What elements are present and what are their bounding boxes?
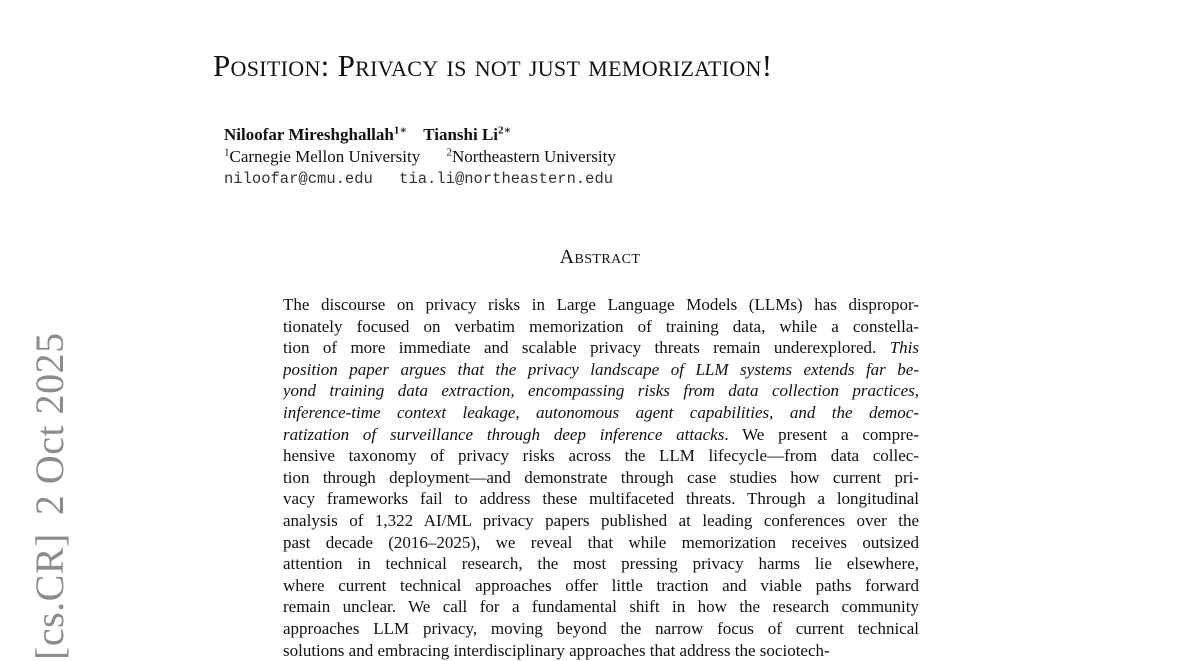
abstract-line bbox=[283, 640, 919, 661]
abstract-line bbox=[283, 445, 919, 467]
abstract-heading: Abstract bbox=[0, 246, 1200, 269]
abstract-text: where current technical approaches offer little traction and viable paths forward bbox=[283, 576, 919, 595]
abstract-line bbox=[283, 553, 919, 575]
abstract-italic-text: inference-time context leakage, autonomous agent capabilities, and the democ- bbox=[283, 403, 919, 422]
abstract-text: tionately focused on verbatim memorization of training data, while a constella- bbox=[283, 317, 919, 336]
abstract-text: vacy frameworks fail to address these multifaceted threats. Through a longitudinal bbox=[283, 489, 919, 508]
abstract-italic-text: This bbox=[890, 338, 919, 357]
abstract-line bbox=[283, 488, 919, 510]
abstract-body bbox=[283, 294, 919, 661]
abstract-line bbox=[283, 380, 919, 402]
abstract-italic-text: position paper argues that the privacy landscape of LLM systems extends far be- bbox=[283, 360, 919, 379]
author bbox=[423, 125, 511, 144]
author-list bbox=[224, 123, 511, 145]
abstract-line bbox=[283, 532, 919, 554]
affiliation-name: Northeastern University bbox=[452, 147, 616, 166]
author-name: Tianshi Li bbox=[423, 125, 498, 144]
email-list bbox=[224, 170, 613, 188]
abstract-line bbox=[283, 316, 919, 338]
author-affiliation-mark: 1∗ bbox=[394, 124, 407, 136]
arxiv-date: 2 Oct 2025 bbox=[27, 332, 72, 515]
abstract-line bbox=[283, 510, 919, 532]
affiliation-name: Carnegie Mellon University bbox=[230, 147, 421, 166]
abstract-line bbox=[283, 596, 919, 618]
abstract-italic-text: yond training data extraction, encompassing risks from data collection practices, bbox=[283, 381, 919, 400]
affiliation bbox=[224, 147, 420, 166]
arxiv-category: [cs.CR] bbox=[27, 533, 72, 660]
author-name: Niloofar Mireshghallah bbox=[224, 125, 394, 144]
abstract-text: analysis of 1,322 AI/ML privacy papers published at leading conferences over the bbox=[283, 511, 919, 530]
abstract-line bbox=[283, 424, 919, 446]
abstract-line bbox=[283, 467, 919, 489]
abstract-italic-text: ratization of surveillance through deep inference attacks bbox=[283, 425, 724, 444]
affiliation-mark: 2 bbox=[447, 146, 453, 158]
abstract-line bbox=[283, 359, 919, 381]
affiliation-mark: 1 bbox=[224, 146, 230, 158]
abstract-text: tion through deployment—and demonstrate through case studies how current pri- bbox=[283, 468, 919, 487]
abstract-text: tion of more immediate and scalable privacy threats remain underexplored. bbox=[283, 338, 890, 357]
abstract-text: past decade (2016–2025), we reveal that while memorization receives outsized bbox=[283, 533, 919, 552]
author-email[interactable]: tia.li@northeastern.edu bbox=[399, 170, 613, 188]
arxiv-identifier-stamp bbox=[26, 332, 73, 660]
abstract-text: hensive taxonomy of privacy risks across the LLM lifecycle—from data collec- bbox=[283, 446, 919, 465]
paper-title: Position: Privacy is not just memorization! bbox=[213, 48, 772, 84]
abstract-line bbox=[283, 402, 919, 424]
abstract-line bbox=[283, 575, 919, 597]
author bbox=[224, 125, 407, 144]
affiliation-list bbox=[224, 146, 616, 167]
abstract-text: remain unclear. We call for a fundamental shift in how the research community bbox=[283, 597, 919, 616]
abstract-line bbox=[283, 294, 919, 316]
abstract-text: . We present a compre- bbox=[724, 425, 919, 444]
author-affiliation-mark: 2∗ bbox=[498, 124, 511, 136]
abstract-text: approaches LLM privacy, moving beyond the narrow focus of current technical bbox=[283, 619, 919, 638]
abstract-line bbox=[283, 337, 919, 359]
abstract-text: The discourse on privacy risks in Large Language Models (LLMs) has dispropor- bbox=[283, 295, 919, 314]
abstract-text: solutions and embracing interdisciplinary approaches that address the sociotech- bbox=[283, 641, 830, 660]
affiliation bbox=[447, 147, 616, 166]
author-email[interactable]: niloofar@cmu.edu bbox=[224, 170, 373, 188]
abstract-line bbox=[283, 618, 919, 640]
abstract-text: attention in technical research, the most pressing privacy harms lie elsewhere, bbox=[283, 554, 919, 573]
